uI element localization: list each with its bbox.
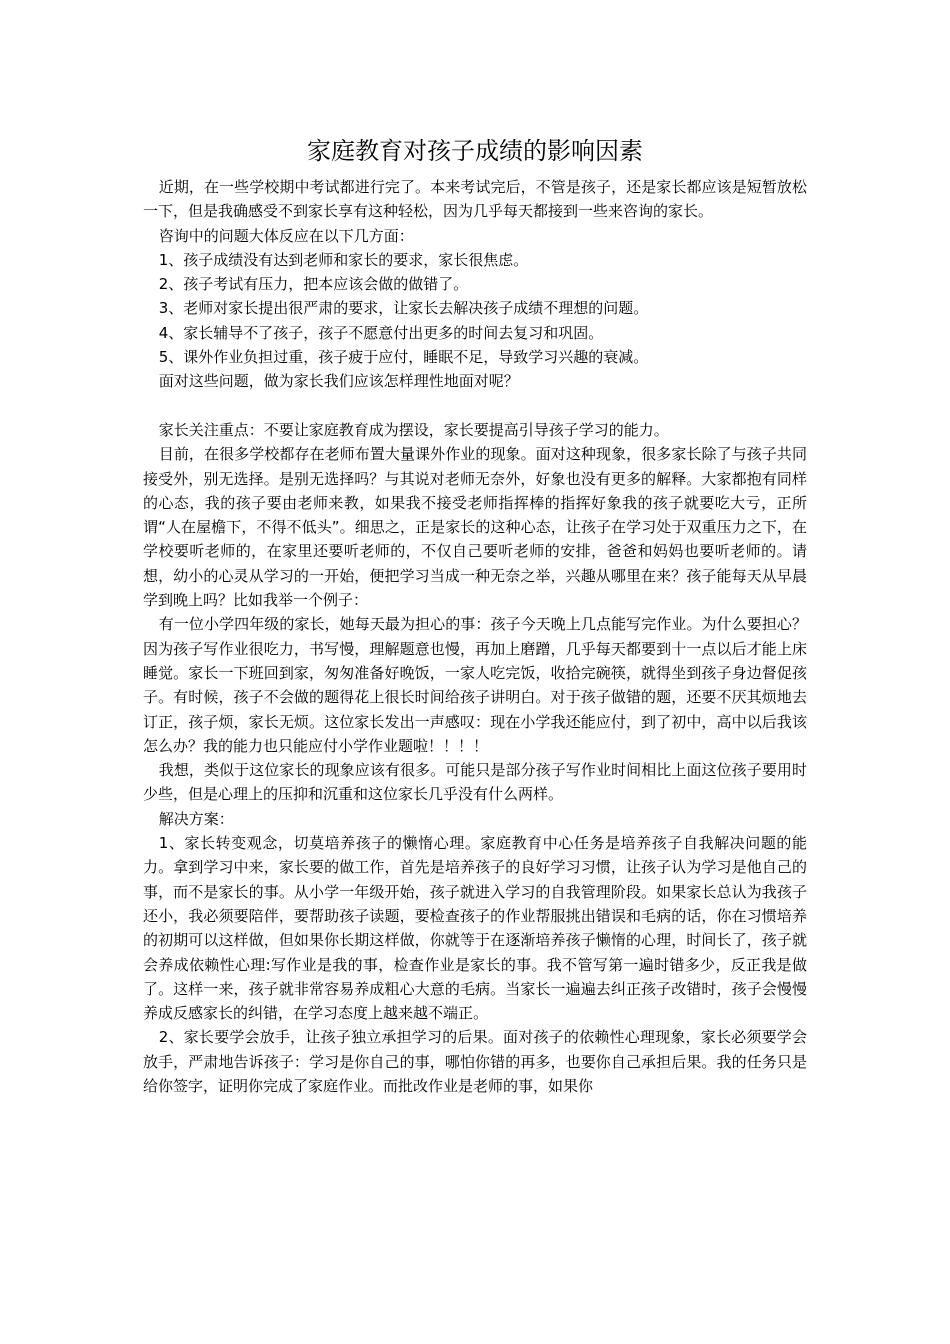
paragraph-intro: 近期，在一些学校期中考试都进行完了。本来考试完后，不管是孩子，还是家长都应该是短暂放松一下，但是我确感受不到家长享有这种轻松，因为几乎每天都接到一些来咨询的家长。 [143,178,807,221]
paragraph-reflection: 我想，类似于这位家长的现象应该有很多。可能只是部分孩子写作业时间相比上面这位孩子要用时少些，但是心理上的压抑和沉重和这位家长几乎没有什么两样。 [143,761,807,804]
list-item-4: 4、家长辅导不了孩子，孩子不愿意付出更多的时间去复习和巩固。 [158,323,604,342]
paragraph-example: 有一位小学四年级的家长，她每天最为担心的事：孩子今天晚上几点能写完作业。为什么要担心？因为孩子写作业很吃力，书写慢，理解题意也慢，再加上磨蹭，几乎每天都要到十一点以后才能上床睡觉。家长一下班回到家，匆匆准备好晚饭，一家人吃完饭，收拾完碗筷，就得坐到孩子身边督促孩子。有时候，孩子不会做的题得花上很长时间给孩子讲明白。对于孩子做错的题，还要不厌其烦地去订正，孩子烦，家长无烦。这位家长发出一声感叹：现在小学我还能应付，到了初中，高中以后我该怎么办？我的能力也只能应付小学作业题啦！！！！ [143,615,807,755]
document-body [143,175,807,1098]
paragraph-current-situation: 目前，在很多学校都存在老师布置大量课外作业的现象。面对这种现象，很多家长除了与孩子共同接受外，别无选择。是别无选择吗？与其说对老师无奈外，好象也没有更多的解释。大家都抱有同样的心态，我的孩子要由老师来教，如果我不接受老师指挥棒的指挥好象我的孩子就要吃大亏，正所谓“人在屋檐下，不得不低头”。细思之，正是家长的这种心态，让孩子在学习处于双重压力之下，在学校要听老师的，在家里还要听老师的，不仅自己要听老师的安排，爸爸和妈妈也要听老师的。请想，幼小的心灵从学习的一开始，便把学习当成一种无奈之举，兴趣从哪里在来？孩子能每天从早晨学到晚上吗？比如我举一个例子： [143,445,807,610]
solution-item-2: 2、家长要学会放手，让孩子独立承担学习的后果。面对孩子的依赖性心理现象，家长必须要学会放手，严肃地告诉孩子：学习是你自己的事，哪怕你错的再多，也要你自己承担后果。我的任务只是给你签字，证明你完成了家庭作业。而批改作业是老师的事，如果你 [143,1028,807,1095]
list-item-2: 2、孩子考试有压力，把本应该会做的做错了。 [158,275,469,294]
paragraph-question: 面对这些问题，做为家长我们应该怎样理性地面对呢？ [158,372,519,391]
solution-item-1: 1、家长转变观念，切莫培养孩子的懒惰心理。家庭教育中心任务是培养孩子自我解决问题的能力。拿到学习中来，家长要的做工作，首先是培养孩子的良好学习习惯，让孩子认为学习是他自己的事，而不是家长的事。从小学一年级开始，孩子就进入学习的自我管理阶段。如果家长总认为我孩子还小，我必须要陪伴，要帮助孩子读题，要检查孩子的作业帮服挑出错误和毛病的话，你在习惯培养的初期可以这样做，但如果你长期这样做，你就等于在逐渐培养孩子懒惰的心理，时间长了，孩子就会养成依赖性心理:写作业是我的事，检查作业是家长的事。我不管写第一遍时错多少，反正我是做了。这样一来，孩子就非常容易养成粗心大意的毛病。当家长一遍遍去纠正孩子改错时，孩子会慢慢养成反感家长的纠错，在学习态度上越来越不端正。 [143,834,807,1023]
list-item-5: 5、课外作业负担过重，孩子疲于应付，睡眠不足，导致学习兴趣的衰减。 [158,348,649,367]
document-title: 家庭教育对孩子成绩的影响因素 [307,137,643,165]
list-item-1: 1、孩子成绩没有达到老师和家长的要求，家长很焦虑。 [158,250,529,269]
paragraph-solution-heading: 解决方案： [158,809,234,828]
paragraph-consult-heading: 咨询中的问题大体反应在以下几方面： [158,226,414,245]
blank-line [143,394,807,418]
list-item-3: 3、老师对家长提出很严肃的要求，让家长去解决孩子成绩不理想的问题。 [158,299,649,318]
paragraph-focus: 家长关注重点：不要让家庭教育成为摆设，家长要提高引导孩子学习的能力。 [158,420,669,439]
